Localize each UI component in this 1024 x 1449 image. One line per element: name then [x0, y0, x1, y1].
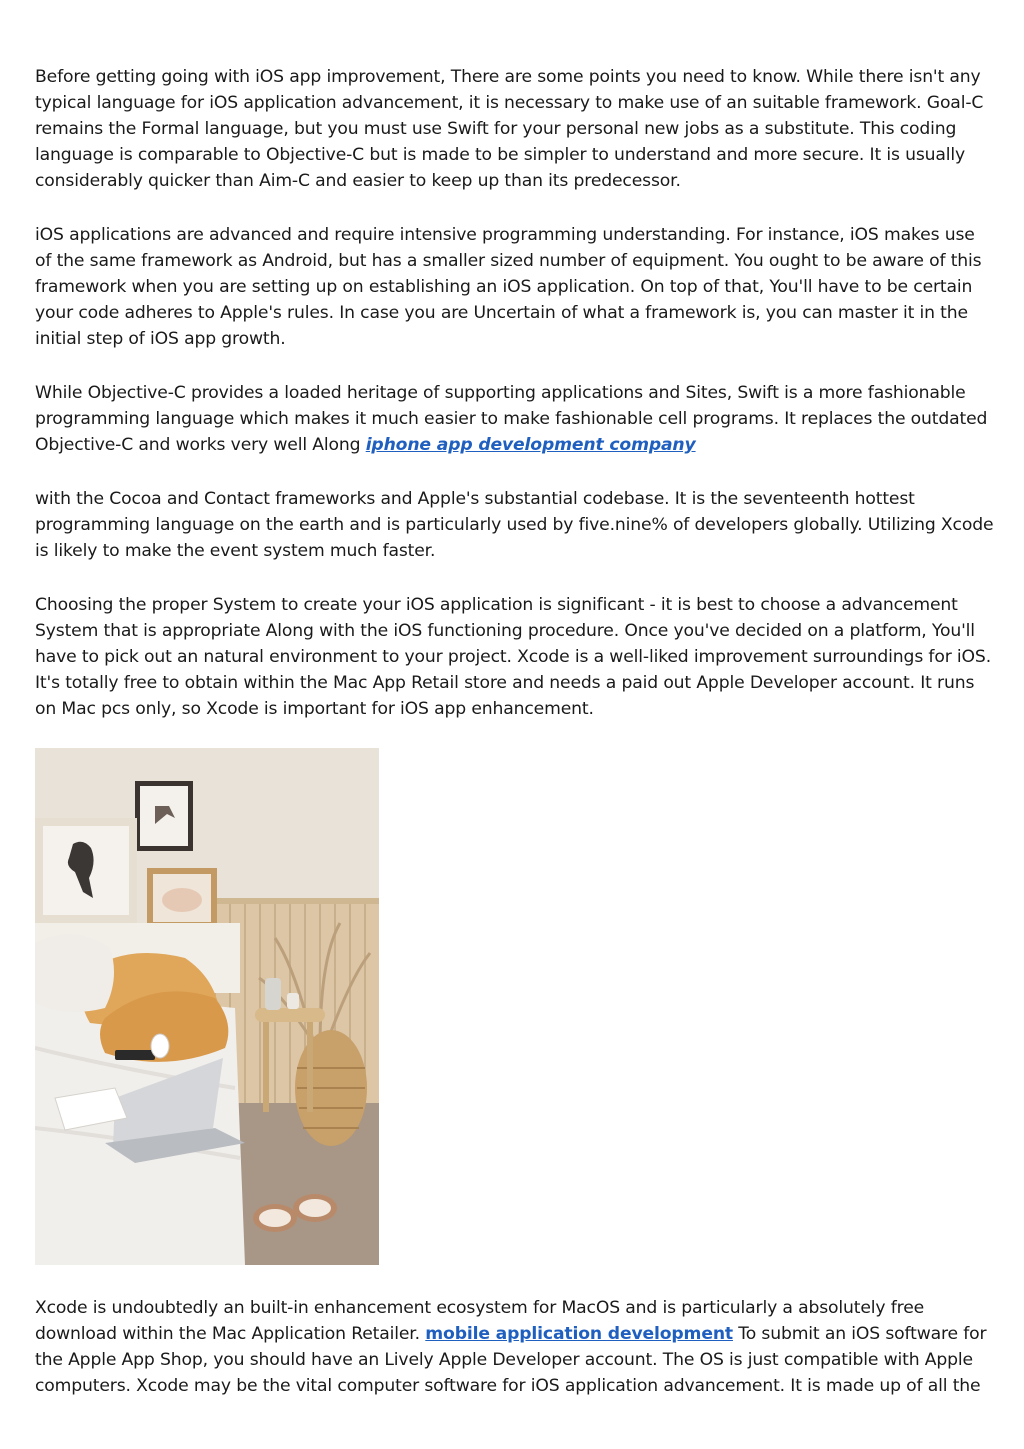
paragraph-3 [35, 380, 995, 458]
paragraph-6 [35, 1295, 995, 1399]
paragraph-6-text-start: Xcode is undoubtedly an built-in enhancement ecosystem for MacOS and is particularly a absolutely free download within the Mac Application Retailer. [35, 1298, 925, 1344]
paragraph-3-text: While Objective-C provides a loaded heritage of supporting applications and Sites, Swift is a more fashionable programming language which makes it much easier to make fashionable cell programs. It replaces the outdated Objective-C and works very well Along [35, 383, 988, 455]
paragraph-6-text-end: To submit an iOS software for the Apple App Shop, you should have an Lively Apple Developer account. The OS is just compatible with Apple computers. Xcode may be the vital computer software for iOS application advancement. It is made up of all the [35, 1324, 987, 1396]
final-paragraph-block [35, 1295, 995, 1399]
paragraph-5: Choosing the proper System to create your iOS application is significant - it is best to choose a advancement System that is appropriate Along with the iOS functioning procedure. Once you've decided on a platform, You'll have to pick out an natural environment to your project. Xcode is a well-liked improvement surroundings for iOS. It's totally free to obtain within the Mac App Retail store and needs a paid out Apple Developer account. It runs on Mac pcs only, so Xcode is important for iOS app enhancement. [35, 595, 992, 719]
document-body [35, 64, 995, 750]
paragraph-2: iOS applications are advanced and require intensive programming understanding. For instance, iOS makes use of the same framework as Android, but has a smaller sized number of equipment. You ought to be aware of this framework when you are setting up on establishing an iOS application. On top of that, You'll have to be certain your code adheres to Apple's rules. In case you are Uncertain of what a framework is, you can master it in the initial step of iOS app growth. [35, 225, 982, 349]
bedroom-photo [35, 748, 379, 1265]
mobile-application-development-link[interactable]: mobile application development [425, 1324, 733, 1344]
iphone-app-development-company-link[interactable]: iphone app development company [365, 435, 696, 455]
paragraph-1: Before getting going with iOS app improvement, There are some points you need to know. While there isn't any typical language for iOS application advancement, it is necessary to make use of an suitable framework. Goal-C remains the Formal language, but you must use Swift for your personal new jobs as a substitute. This coding language is comparable to Objective-C but is made to be simpler to understand and more secure. It is usually considerably quicker than Aim-C and easier to keep up than its predecessor. [35, 67, 984, 191]
paragraph-4: with the Cocoa and Contact frameworks and Apple's substantial codebase. It is the seventeenth hottest programming language on the earth and is particularly used by five.nine% of developers globally. Utilizing Xcode is likely to make the event system much faster. [35, 489, 994, 561]
